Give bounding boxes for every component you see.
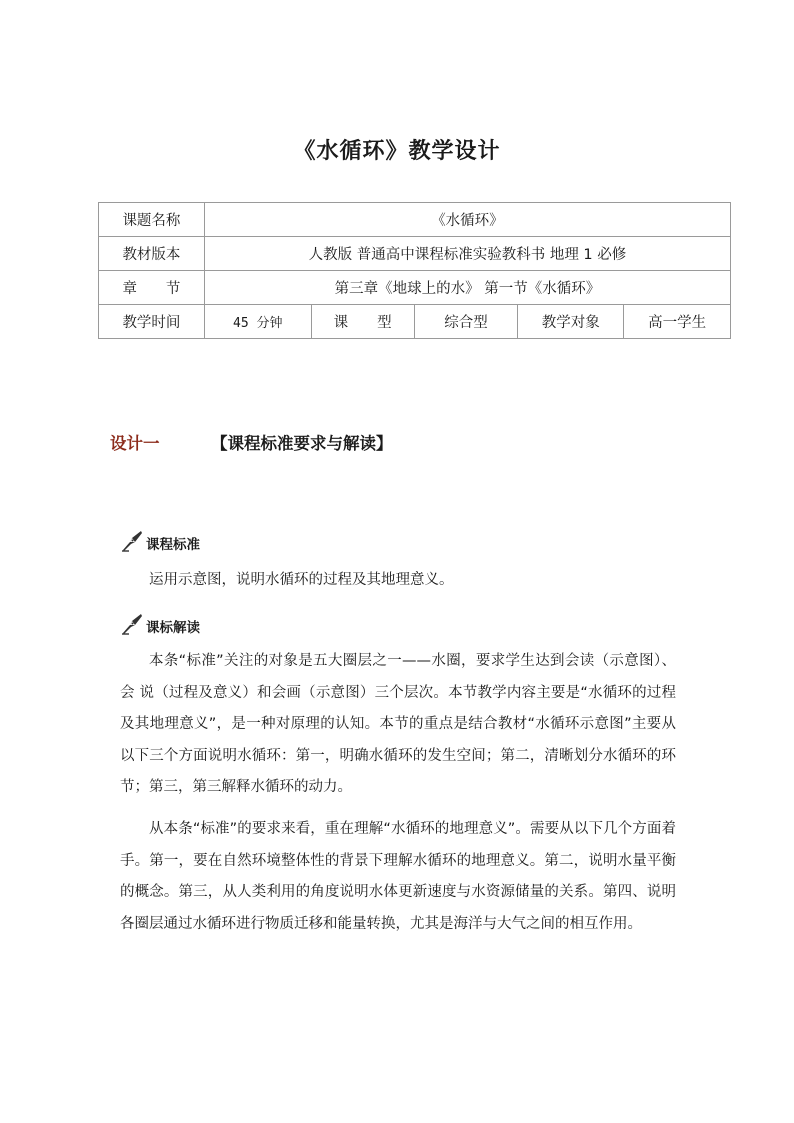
- fountain-pen-icon: [120, 612, 144, 636]
- table-row: [99, 271, 731, 305]
- audience-value: 高一学生: [624, 305, 731, 339]
- design-section-header: [110, 430, 393, 454]
- design-label: 设计一: [110, 434, 160, 453]
- interpretation-paragraph-1: 本条“标准”关注的对象是五大圈层之一——水圈，要求学生达到会读（示意图）、会 说（过程及意义）和会画（示意图）三个层次。本节教学内容主要是“水循环的过程及其地理意义”，是一种对原理的认知。本节的重点是结合教材“水循环示意图”主要从以下三个方面说明水循环：第一，明确水循环的发生空间；第二，清晰划分水循环的环节；第三，第三解释水循环的动力。: [120, 653, 676, 795]
- design-heading: 【课程标准要求与解读】: [211, 434, 393, 453]
- table-row: [99, 305, 731, 339]
- interpretation-heading: 课标解读: [146, 620, 200, 636]
- topic-value: 《水循环》: [204, 203, 730, 237]
- type-value: 综合型: [414, 305, 518, 339]
- table-row: [99, 237, 731, 271]
- interpretation-subheading: [120, 612, 200, 636]
- type-label: 课 型: [311, 305, 414, 339]
- topic-label: 课题名称: [99, 203, 205, 237]
- standard-heading: 课程标准: [146, 537, 200, 553]
- audience-label: 教学对象: [518, 305, 624, 339]
- edition-label: 教材版本: [99, 237, 205, 271]
- document-title: 《水循环》教学设计: [293, 139, 501, 164]
- chapter-label: 章 节: [99, 271, 205, 305]
- chapter-value: 第三章《地球上的水》 第一节《水循环》: [204, 271, 730, 305]
- table-row: [99, 203, 731, 237]
- edition-value: 人教版 普通高中课程标准实验教科书 地理 1 必修: [204, 237, 730, 271]
- interpretation-paragraph-2: 从本条“标准”的要求来看，重在理解“水循环的地理意义”。需要从以下几个方面着手。第一，要在自然环境整体性的背景下理解水循环的地理意义。第二，说明水量平衡的概念。第三，从人类利用的角度说明水体更新速度与水资源储量的关系。第四、说明各圈层通过水循环进行物质迁移和能量转换，尤其是海洋与大气之间的相互作用。: [120, 821, 676, 932]
- standard-text: 运用示意图，说明水循环的过程及其地理意义。: [149, 572, 454, 588]
- time-label: 教学时间: [99, 305, 205, 339]
- fountain-pen-icon: [120, 529, 144, 553]
- time-value: 45 分钟: [204, 305, 311, 339]
- lesson-info-table: [98, 202, 731, 339]
- standard-subheading: [120, 529, 200, 553]
